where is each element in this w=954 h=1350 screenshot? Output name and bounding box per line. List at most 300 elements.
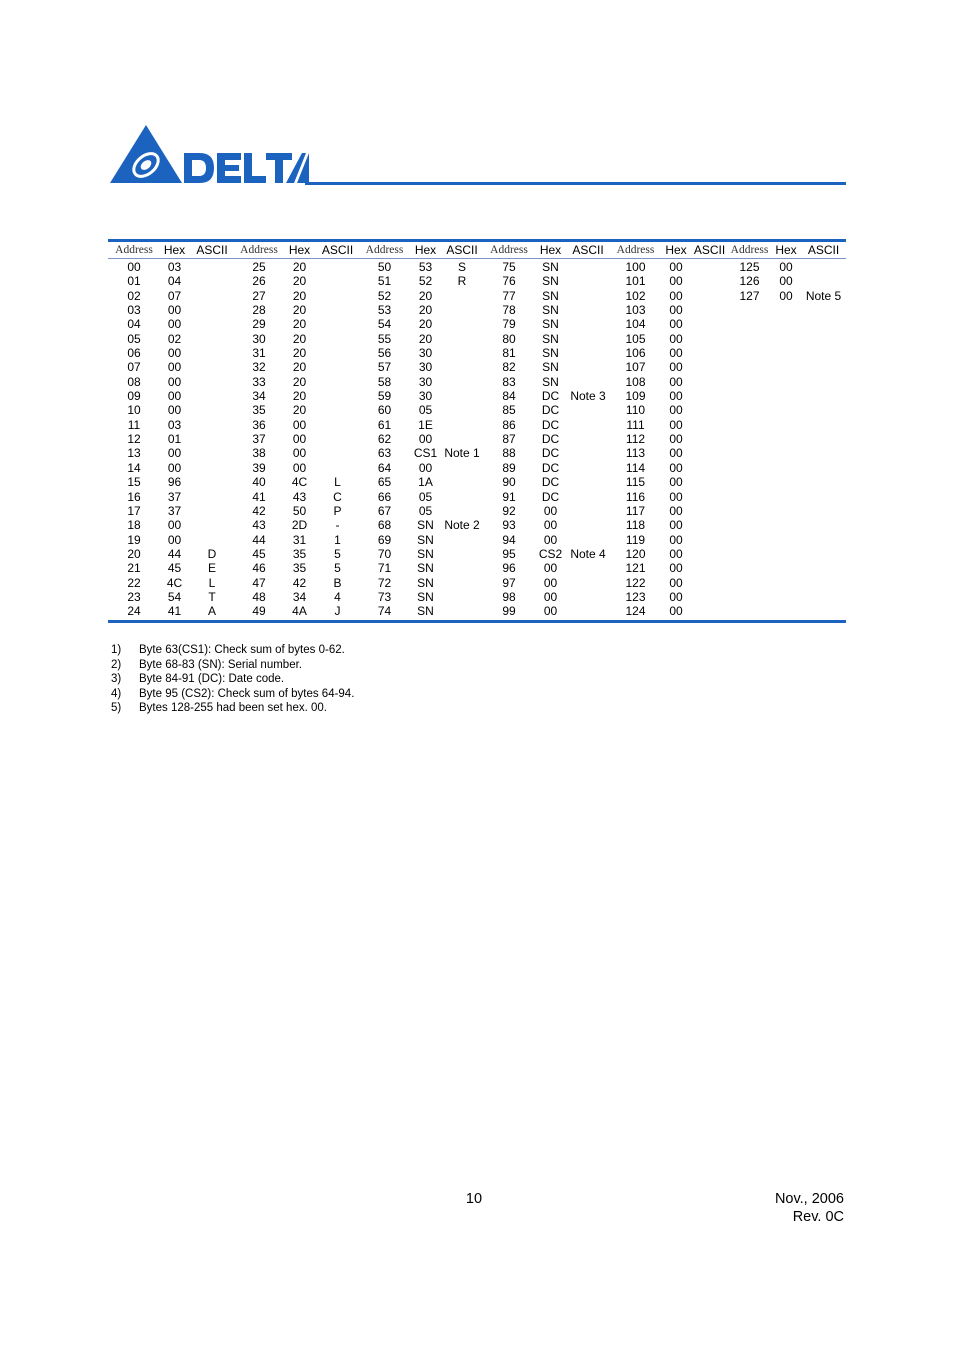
cell-address: 60	[377, 403, 392, 418]
cell-ascii	[801, 547, 846, 561]
cell-ascii	[801, 504, 846, 518]
cell-ascii	[691, 432, 728, 446]
note-text: Bytes 128-255 had been set hex. 00.	[139, 702, 327, 714]
cell-ascii	[691, 547, 728, 561]
cell-address: 45	[252, 546, 266, 561]
cell-hex: 00	[292, 417, 307, 432]
cell-hex: 00	[669, 331, 683, 346]
table-row	[108, 590, 846, 604]
cell-ascii: D	[207, 546, 217, 561]
cell-address: 65	[377, 475, 392, 490]
note-item	[111, 672, 354, 687]
cell-hex	[771, 533, 801, 547]
cell-hex: 00	[779, 274, 793, 289]
table-row	[108, 418, 846, 432]
cell-hex: 30	[418, 389, 433, 404]
cell-ascii	[441, 375, 483, 389]
cell-ascii	[189, 475, 235, 489]
cell-ascii	[566, 432, 610, 446]
cell-hex: SN	[542, 331, 559, 346]
cell-hex: 43	[292, 489, 307, 504]
cell-address: 83	[502, 374, 516, 389]
cell-ascii: 4	[334, 589, 341, 604]
cell-hex: 00	[543, 561, 558, 576]
cell-address: 28	[252, 303, 266, 318]
cell-ascii: J	[334, 604, 341, 619]
cell-address	[728, 518, 771, 532]
cell-ascii	[316, 432, 359, 446]
cell-address: 06	[127, 346, 141, 361]
cell-ascii	[801, 561, 846, 575]
cell-hex: DC	[541, 389, 560, 404]
footer-revision	[775, 1191, 844, 1226]
cell-address: 64	[377, 460, 392, 475]
cell-address: 103	[625, 303, 646, 318]
cell-ascii	[566, 360, 610, 374]
cell-hex	[771, 504, 801, 518]
cell-hex: DC	[541, 489, 560, 504]
cell-ascii	[801, 490, 846, 504]
cell-hex: 00	[669, 346, 683, 361]
cell-hex: 20	[292, 360, 307, 375]
cell-hex: 20	[292, 274, 307, 289]
cell-ascii	[441, 490, 483, 504]
table-row	[108, 518, 846, 532]
table-row	[108, 533, 846, 547]
cell-ascii	[441, 360, 483, 374]
table-row	[108, 475, 846, 489]
cell-ascii	[801, 461, 846, 475]
table-row	[108, 332, 846, 346]
cell-address: 108	[625, 374, 646, 389]
cell-ascii	[691, 317, 728, 331]
cell-ascii: B	[333, 575, 342, 590]
cell-hex: 00	[669, 575, 683, 590]
cell-address: 38	[252, 446, 266, 461]
cell-ascii	[691, 403, 728, 417]
cell-hex: 01	[167, 432, 182, 447]
cell-address: 126	[739, 274, 760, 289]
cell-address: 25	[252, 260, 266, 274]
cell-address: 53	[377, 303, 392, 318]
cell-address: 118	[625, 518, 646, 533]
cell-hex	[771, 475, 801, 489]
cell-hex: 00	[167, 303, 182, 318]
table-row	[108, 504, 846, 518]
cell-ascii	[691, 418, 728, 432]
cell-ascii	[691, 346, 728, 360]
table-row	[108, 259, 846, 275]
cell-ascii	[691, 518, 728, 532]
column-header-ascii: ASCII	[691, 241, 728, 259]
cell-ascii: 1	[334, 532, 341, 547]
cell-address: 39	[252, 460, 266, 475]
cell-ascii: -	[335, 518, 340, 533]
cell-ascii	[566, 604, 610, 621]
cell-hex: 00	[167, 317, 182, 332]
cell-address	[728, 446, 771, 460]
cell-address: 120	[625, 546, 646, 561]
cell-ascii	[801, 518, 846, 532]
cell-address: 92	[502, 503, 516, 518]
cell-address: 122	[625, 575, 646, 590]
cell-address: 48	[252, 589, 266, 604]
cell-hex: 2D	[291, 518, 308, 533]
cell-hex	[771, 576, 801, 590]
cell-hex: 00	[292, 460, 307, 475]
cell-ascii: Note 5	[805, 288, 842, 303]
cell-address: 110	[625, 403, 646, 418]
cell-hex: 05	[418, 503, 433, 518]
cell-ascii	[316, 461, 359, 475]
cell-address: 76	[502, 274, 516, 289]
cell-hex: 1A	[418, 475, 433, 490]
note-text: Byte 68-83 (SN): Serial number.	[139, 658, 302, 671]
table-row	[108, 403, 846, 417]
cell-address: 51	[377, 274, 392, 289]
cell-address: 80	[502, 331, 516, 346]
cell-address: 82	[502, 360, 516, 375]
cell-hex: 34	[292, 589, 307, 604]
cell-ascii	[801, 418, 846, 432]
cell-ascii	[316, 303, 359, 317]
cell-address: 87	[502, 432, 516, 447]
cell-address: 99	[502, 604, 516, 619]
cell-address: 44	[252, 532, 266, 547]
cell-address: 59	[377, 389, 392, 404]
cell-hex: 00	[543, 532, 558, 547]
cell-hex	[771, 518, 801, 532]
cell-ascii	[566, 576, 610, 590]
cell-hex	[771, 303, 801, 317]
cell-address: 78	[502, 303, 516, 318]
cell-hex: 00	[167, 374, 182, 389]
cell-address: 112	[625, 432, 646, 447]
cell-hex: 31	[292, 532, 307, 547]
cell-hex: 20	[418, 303, 433, 318]
cell-ascii	[566, 375, 610, 389]
note-item	[111, 701, 354, 716]
cell-address: 121	[625, 561, 646, 576]
cell-hex: 00	[669, 489, 683, 504]
cell-hex: 03	[167, 417, 182, 432]
cell-hex: 20	[292, 303, 307, 318]
cell-hex: 00	[167, 518, 182, 533]
cell-address: 54	[377, 317, 392, 332]
note-text: Byte 63(CS1): Check sum of bytes 0-62.	[139, 644, 345, 656]
cell-address: 114	[625, 460, 646, 475]
cell-ascii	[441, 389, 483, 403]
cell-ascii	[691, 259, 728, 275]
cell-hex: 02	[167, 331, 182, 346]
column-header-address: Address	[108, 241, 160, 259]
cell-hex	[771, 604, 801, 621]
note-number: 1)	[111, 644, 122, 656]
cell-ascii	[316, 259, 359, 275]
cell-hex: 00	[669, 288, 683, 303]
cell-address: 77	[502, 288, 516, 303]
cell-address: 89	[502, 460, 516, 475]
cell-address: 109	[625, 389, 646, 404]
cell-ascii	[316, 317, 359, 331]
cell-address: 13	[127, 446, 141, 461]
cell-hex: 00	[167, 460, 182, 475]
cell-address: 50	[377, 260, 392, 274]
table-row	[108, 360, 846, 374]
cell-address: 101	[625, 274, 646, 289]
cell-address: 68	[377, 518, 392, 533]
delta-logo	[110, 123, 310, 187]
cell-address: 93	[502, 518, 516, 533]
cell-address	[728, 461, 771, 475]
cell-address: 40	[252, 475, 266, 490]
cell-address: 94	[502, 532, 516, 547]
cell-address	[728, 576, 771, 590]
cell-address: 55	[377, 331, 392, 346]
cell-hex: SN	[542, 374, 559, 389]
cell-address: 43	[252, 518, 266, 533]
cell-ascii	[801, 432, 846, 446]
cell-ascii	[189, 418, 235, 432]
cell-hex: 00	[669, 446, 683, 461]
cell-hex: 20	[292, 389, 307, 404]
cell-hex: DC	[541, 460, 560, 475]
cell-ascii	[566, 317, 610, 331]
cell-ascii	[441, 504, 483, 518]
table-row	[108, 346, 846, 360]
cell-address: 74	[377, 604, 392, 619]
note-item	[111, 687, 354, 702]
cell-hex: 00	[543, 589, 558, 604]
footer-rev: Rev. 0C	[792, 1208, 844, 1225]
cell-hex: SN	[417, 604, 434, 619]
cell-hex: SN	[542, 274, 559, 289]
cell-ascii: S	[457, 260, 466, 274]
cell-ascii	[691, 590, 728, 604]
cell-hex	[771, 418, 801, 432]
cell-hex: 00	[167, 532, 182, 547]
column-header-hex: Hex	[410, 241, 441, 259]
cell-address: 23	[127, 589, 141, 604]
cell-ascii	[316, 360, 359, 374]
cell-hex: 00	[669, 303, 683, 318]
table-row	[108, 375, 846, 389]
cell-address: 104	[625, 317, 646, 332]
table-row	[108, 547, 846, 561]
cell-address: 116	[625, 489, 646, 504]
table-row	[108, 446, 846, 460]
cell-hex: 00	[669, 475, 683, 490]
cell-ascii	[801, 475, 846, 489]
cell-ascii	[316, 403, 359, 417]
column-header-address: Address	[610, 241, 661, 259]
cell-hex: 00	[669, 589, 683, 604]
cell-address: 115	[625, 475, 646, 490]
cell-ascii	[441, 590, 483, 604]
cell-ascii	[566, 561, 610, 575]
cell-address: 84	[502, 389, 516, 404]
cell-hex: DC	[541, 446, 560, 461]
cell-address: 10	[127, 403, 141, 418]
cell-hex: 00	[543, 503, 558, 518]
cell-ascii	[566, 332, 610, 346]
cell-hex: 00	[669, 432, 683, 447]
cell-ascii	[801, 303, 846, 317]
cell-address: 86	[502, 417, 516, 432]
cell-address: 98	[502, 589, 516, 604]
column-header-hex: Hex	[160, 241, 189, 259]
cell-ascii	[441, 547, 483, 561]
cell-address: 42	[252, 503, 266, 518]
cell-ascii	[441, 289, 483, 303]
cell-hex: SN	[417, 518, 434, 533]
cell-address	[728, 375, 771, 389]
cell-address: 18	[127, 518, 141, 533]
cell-ascii	[691, 375, 728, 389]
cell-address: 31	[252, 346, 266, 361]
cell-address: 03	[127, 303, 141, 318]
cell-hex: 52	[418, 274, 433, 289]
column-header-address: Address	[728, 241, 771, 259]
cell-address: 27	[252, 288, 266, 303]
cell-address: 81	[502, 346, 516, 361]
cell-address: 12	[127, 432, 141, 447]
column-header-hex: Hex	[661, 241, 691, 259]
table-row	[108, 274, 846, 288]
cell-address: 41	[252, 489, 266, 504]
cell-hex: SN	[542, 260, 559, 274]
cell-hex: SN	[417, 532, 434, 547]
cell-hex: 00	[543, 518, 558, 533]
cell-address: 22	[127, 575, 141, 590]
cell-hex	[771, 547, 801, 561]
cell-hex: 4C	[291, 475, 308, 490]
cell-address: 105	[625, 331, 646, 346]
cell-ascii	[189, 346, 235, 360]
cell-hex	[771, 403, 801, 417]
cell-hex: 30	[418, 346, 433, 361]
cell-address: 05	[127, 331, 141, 346]
cell-address: 08	[127, 374, 141, 389]
column-header-ascii: ASCII	[441, 241, 483, 259]
cell-ascii	[566, 590, 610, 604]
cell-hex: 04	[167, 274, 182, 289]
cell-address: 61	[377, 417, 392, 432]
cell-hex: 37	[167, 503, 182, 518]
cell-address: 30	[252, 331, 266, 346]
cell-address	[728, 590, 771, 604]
cell-ascii	[801, 332, 846, 346]
column-header-hex: Hex	[771, 241, 801, 259]
cell-address	[728, 317, 771, 331]
cell-address: 91	[502, 489, 516, 504]
cell-address: 24	[127, 604, 141, 619]
cell-hex: 37	[167, 489, 182, 504]
cell-ascii	[189, 303, 235, 317]
cell-ascii	[441, 533, 483, 547]
cell-hex: 00	[669, 532, 683, 547]
cell-hex: 42	[292, 575, 307, 590]
cell-ascii: 5	[334, 546, 341, 561]
cell-hex	[771, 446, 801, 460]
cell-ascii	[691, 274, 728, 288]
cell-ascii: Note 1	[444, 446, 480, 461]
cell-address: 57	[377, 360, 392, 375]
cell-address: 58	[377, 374, 392, 389]
cell-address: 97	[502, 575, 516, 590]
cell-address: 71	[377, 561, 392, 576]
cell-hex: 4A	[292, 604, 307, 619]
cell-hex	[771, 490, 801, 504]
cell-ascii	[189, 533, 235, 547]
cell-ascii	[441, 604, 483, 621]
cell-ascii	[441, 461, 483, 475]
cell-address	[728, 432, 771, 446]
cell-address: 35	[252, 403, 266, 418]
cell-hex	[771, 317, 801, 331]
note-number: 4)	[111, 687, 122, 700]
cell-ascii: Note 2	[444, 518, 480, 533]
cell-address	[728, 504, 771, 518]
cell-address: 17	[127, 503, 141, 518]
cell-hex: CS2	[538, 546, 563, 561]
note-item	[111, 658, 354, 673]
cell-hex: 20	[292, 346, 307, 361]
cell-hex: 35	[292, 561, 307, 576]
cell-address	[728, 547, 771, 561]
cell-address: 49	[252, 604, 266, 619]
cell-hex	[771, 590, 801, 604]
cell-hex: 00	[669, 604, 683, 619]
eeprom-table	[108, 239, 846, 623]
cell-hex: 03	[167, 260, 182, 274]
cell-hex: 00	[669, 518, 683, 533]
cell-hex: 00	[292, 432, 307, 447]
cell-hex: 00	[669, 374, 683, 389]
cell-ascii: L	[208, 575, 216, 590]
cell-address: 73	[377, 589, 392, 604]
cell-address: 16	[127, 489, 141, 504]
cell-hex: 00	[167, 403, 182, 418]
cell-address: 19	[127, 532, 141, 547]
cell-address: 09	[127, 389, 141, 404]
cell-ascii	[566, 259, 610, 275]
cell-ascii	[691, 561, 728, 575]
cell-ascii	[189, 375, 235, 389]
cell-hex: 00	[669, 260, 683, 274]
cell-ascii: L	[334, 475, 341, 490]
cell-address: 69	[377, 532, 392, 547]
cell-ascii	[566, 274, 610, 288]
cell-address: 52	[377, 288, 392, 303]
cell-ascii	[566, 346, 610, 360]
column-header-address: Address	[359, 241, 410, 259]
cell-hex: DC	[541, 432, 560, 447]
cell-address: 106	[625, 346, 646, 361]
cell-address: 90	[502, 475, 516, 490]
cell-hex: 00	[669, 460, 683, 475]
cell-hex: 07	[167, 288, 182, 303]
cell-address: 113	[625, 446, 646, 461]
cell-address: 02	[127, 288, 141, 303]
cell-ascii	[316, 289, 359, 303]
cell-ascii	[566, 303, 610, 317]
cell-ascii	[189, 389, 235, 403]
table-row	[108, 561, 846, 575]
cell-ascii	[441, 332, 483, 346]
table-row	[108, 303, 846, 317]
cell-address: 29	[252, 317, 266, 332]
